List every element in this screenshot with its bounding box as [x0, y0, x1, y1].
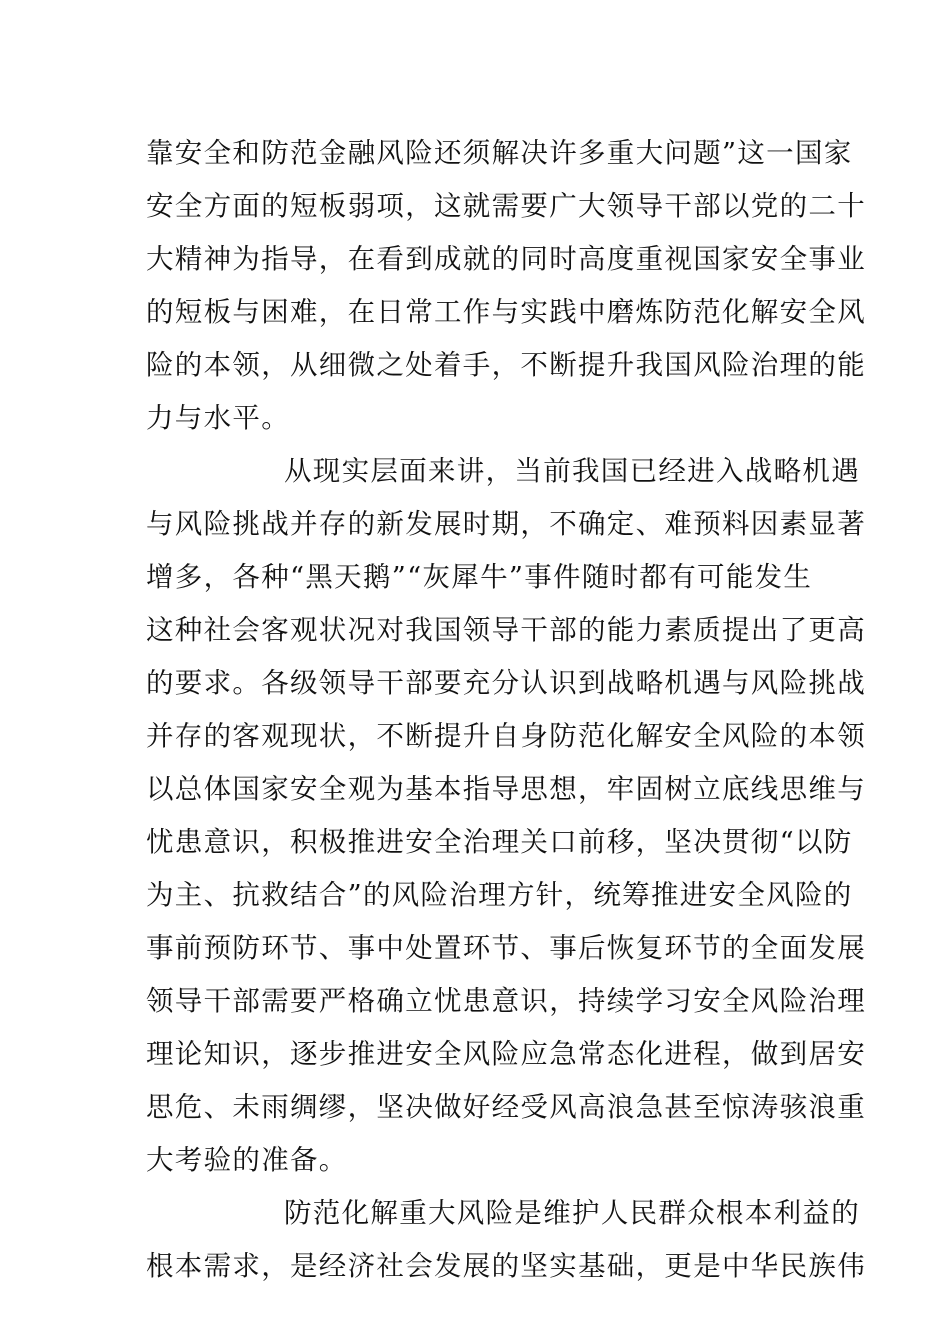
paragraph-2-line-8: 忧患意识，积极推进安全治理关口前移，坚决贯彻“以防 — [146, 826, 853, 858]
paragraph-2-line-14: 大考验的准备。 — [146, 1144, 348, 1176]
paragraph-2-line-10: 事前预防环节、事中处置环节、事后恢复环节的全面发展 — [146, 932, 866, 964]
paragraph-2-line-3: 增多，各种“黑天鹅”“灰犀牛”事件随时都有可能发生 — [146, 561, 813, 593]
paragraph-1-line-3: 大精神为指导，在看到成就的同时高度重视国家安全事业 — [146, 243, 866, 275]
paragraph-2-line-4: 这种社会客观状况对我国领导干部的能力素质提出了更高 — [146, 614, 866, 646]
paragraph-2-line-6: 并存的客观现状，不断提升自身防范化解安全风险的本领 — [146, 720, 866, 752]
paragraph-2-line-11: 领导干部需要严格确立忧患意识，持续学习安全风险治理 — [146, 985, 866, 1017]
paragraph-2-line-9: 为主、抗救结合”的风险治理方针，统筹推进安全风险的 — [146, 879, 853, 911]
paragraph-3-line-2: 根本需求，是经济社会发展的坚实基础，更是中华民族伟 — [146, 1250, 866, 1282]
paragraph-1-line-5: 险的本领，从细微之处着手，不断提升我国风险治理的能 — [146, 349, 866, 381]
paragraph-2-line-13: 思危、未雨绸缪，坚决做好经受风高浪急甚至惊涛骇浪重 — [146, 1091, 866, 1123]
paragraph-2-line-1: 从现实层面来讲，当前我国已经进入战略机遇 — [284, 455, 860, 487]
paragraph-1-line-1: 靠安全和防范金融风险还须解决许多重大问题”这一国家 — [146, 137, 853, 169]
paragraph-1-line-2: 安全方面的短板弱项，这就需要广大领导干部以党的二十 — [146, 190, 866, 222]
paragraph-2-line-5: 的要求。各级领导干部要充分认识到战略机遇与风险挑战 — [146, 667, 866, 699]
paragraph-3-line-1: 防范化解重大风险是维护人民群众根本利益的 — [284, 1197, 860, 1229]
paragraph-2-line-2: 与风险挑战并存的新发展时期，不确定、难预料因素显著 — [146, 508, 866, 540]
paragraph-2-line-12: 理论知识，逐步推进安全风险应急常态化进程，做到居安 — [146, 1038, 866, 1070]
paragraph-1-line-4: 的短板与困难，在日常工作与实践中磨炼防范化解安全风 — [146, 296, 866, 328]
paragraph-2-line-7: 以总体国家安全观为基本指导思想，牢固树立底线思维与 — [146, 773, 866, 805]
paragraph-1-line-6: 力与水平。 — [146, 402, 290, 434]
